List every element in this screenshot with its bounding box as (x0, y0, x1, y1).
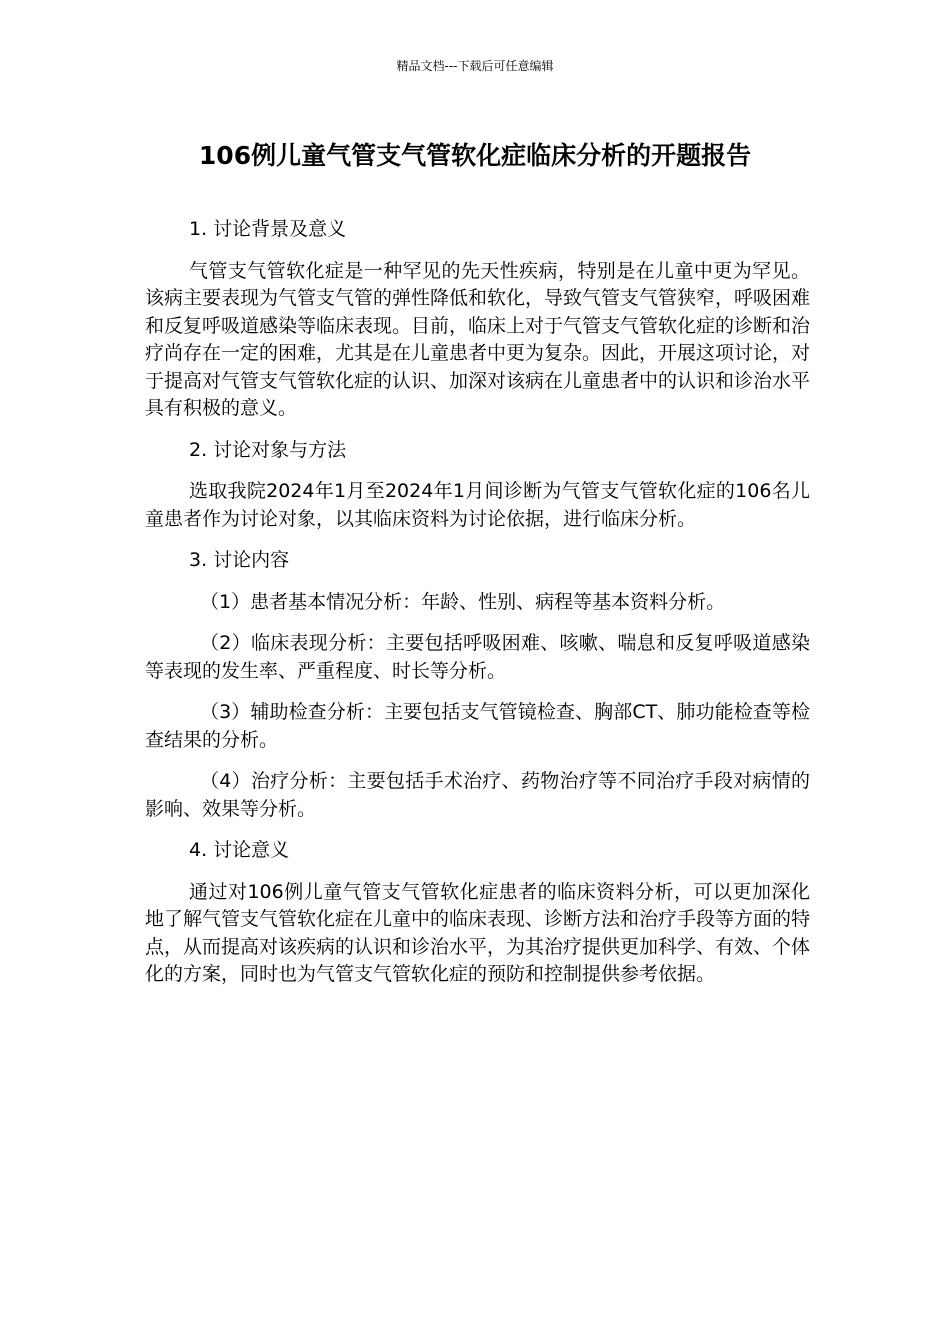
section-2-paragraph: 选取我院2024年1月至2024年1月间诊断为气管支气管软化症的106名儿童患者作为讨论对象，以其临床资料为讨论依据，进行临床分析。 (145, 480, 810, 530)
document-title: 106例儿童气管支气管软化症临床分析的开题报告 (198, 141, 752, 170)
section-4-heading: 4. 讨论意义 (189, 839, 290, 861)
section-3-item-4: （4）治疗分析：主要包括手术治疗、药物治疗等不同治疗手段对病情的影响、效果等分析。 (145, 770, 810, 820)
document-body (145, 216, 810, 1003)
section-3-item-1: （1）患者基本情况分析：年龄、性别、病程等基本资料分析。 (200, 590, 726, 613)
section-3-item-3: （3）辅助检查分析：主要包括支气管镜检查、胸部CT、肺功能检查等检查结果的分析。 (145, 701, 810, 751)
section-3-item-2: （2）临床表现分析：主要包括呼吸困难、咳嗽、喘息和反复呼吸道感染等表现的发生率、严重程度、时长等分析。 (145, 632, 810, 682)
section-1-paragraph: 气管支气管软化症是一种罕见的先天性疾病，特别是在儿童中更为罕见。该病主要表现为气管支气管的弹性降低和软化，导致气管支气管狭窄，呼吸困难和反复呼吸道感染等临床表现。目前，临床上对于气管支气管软化症的诊断和治疗尚存在一定的困难，尤其是在儿童患者中更为复杂。因此，开展这项讨论，对于提高对气管支气管软化症的认识、加深对该病在儿童患者中的认识和诊治水平具有积极的意义。 (145, 259, 811, 419)
section-3-heading: 3. 讨论内容 (189, 549, 290, 571)
page-header: 精品文档---下载后可任意编辑 (396, 59, 554, 73)
section-4-paragraph: 通过对106例儿童气管支气管软化症患者的临床资料分析，可以更加深化地了解气管支气管软化症在儿童中的临床表现、诊断方法和治疗手段等方面的特点，从而提高对该疾病的认识和诊治水平，为其治疗提供更加科学、有效、个体化的方案，同时也为气管支气管软化症的预防和控制提供参考依据。 (145, 880, 811, 985)
section-1-heading: 1. 讨论背景及意义 (189, 218, 347, 240)
section-2-heading: 2. 讨论对象与方法 (189, 438, 347, 461)
